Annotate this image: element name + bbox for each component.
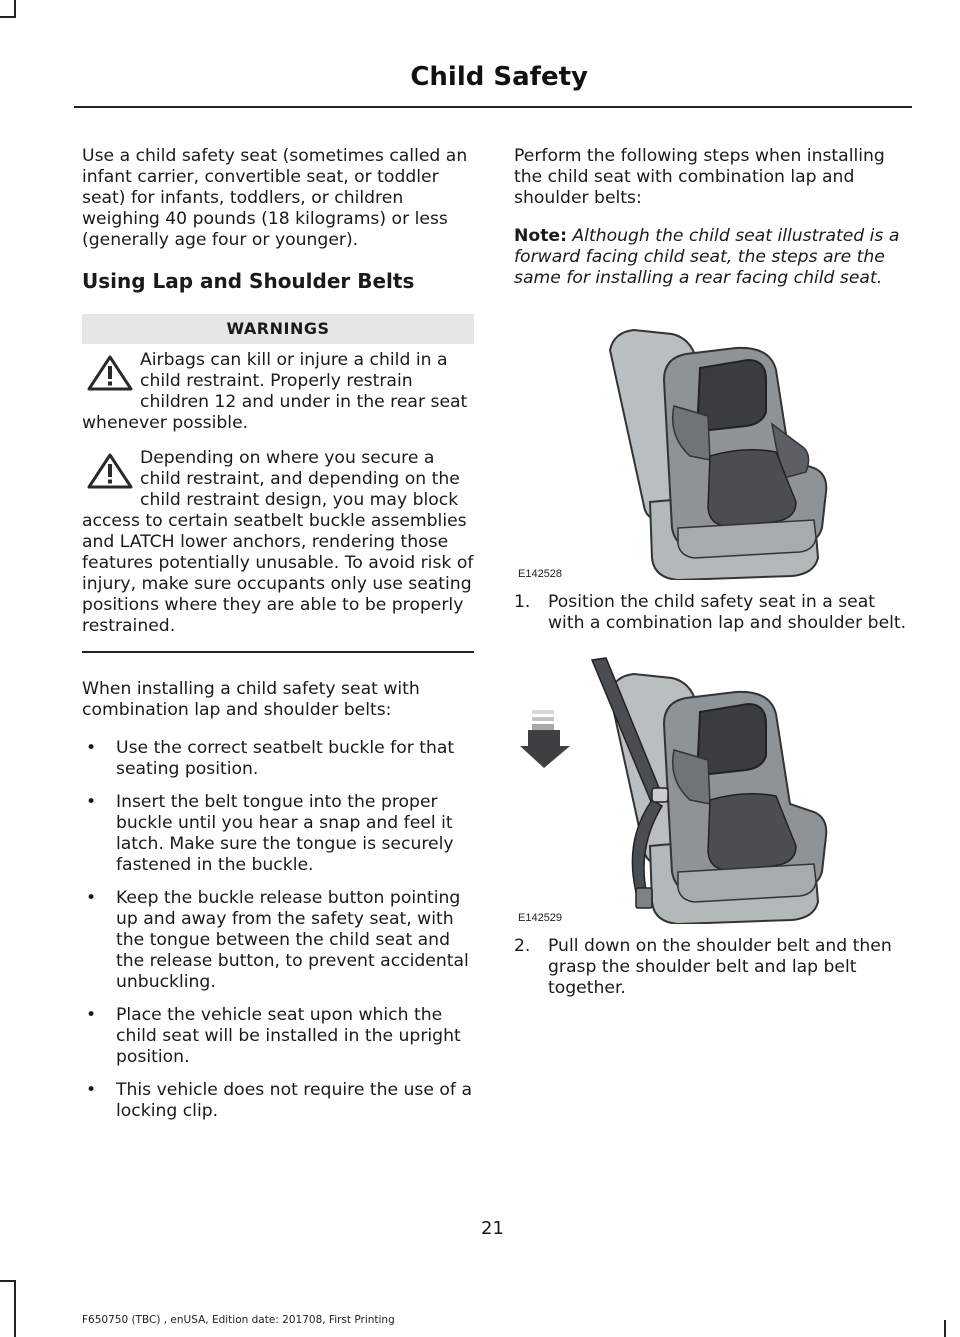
list-item-text: Keep the buckle release button pointing up and away from the safety seat, with the tongue between the child seat and the release button, to prevent accidental unbuckling.: [116, 888, 469, 992]
step-number: 1.: [514, 592, 531, 612]
figure-id: E142528: [518, 568, 563, 580]
section-heading: Using Lap and Shoulder Belts: [82, 269, 415, 293]
list-item: [514, 936, 908, 999]
bullet-mark: •: [86, 1080, 97, 1100]
crop-mark: [0, 16, 16, 18]
list-item-text: Use the correct seatbelt buckle for that seating position.: [116, 738, 455, 779]
bullet-mark: •: [86, 738, 97, 758]
step-list: [514, 936, 908, 999]
intro-paragraph: Use a child safety seat (sometimes called an infant carrier, convertible seat, or toddler seat) for infants, toddlers, or children weighing 40 pounds (18 kilograms) or less (generally age four or younger).: [82, 146, 468, 250]
header-rule: [74, 106, 912, 108]
step-list: [514, 592, 908, 634]
list-item-text: Position the child safety seat in a seat with a combination lap and shoulder belt.: [548, 592, 907, 633]
list-item: [514, 592, 908, 634]
child-seat-belt-illustration: [514, 650, 908, 924]
warning-triangle-icon: [86, 452, 134, 490]
crop-mark: [14, 1280, 16, 1337]
bullet-mark: •: [86, 792, 97, 812]
step-number: 2.: [514, 936, 531, 956]
figure-id: E142529: [518, 912, 563, 924]
bullet-mark: •: [86, 888, 97, 908]
steps-intro: Perform the following steps when installing the child seat with combination lap and shoulder belts:: [514, 146, 885, 208]
list-item: [82, 888, 474, 993]
warnings-box: [82, 314, 474, 653]
pull-down-arrow-icon: [520, 710, 570, 768]
note-label: Note:: [514, 226, 567, 246]
page-number: 21: [481, 1218, 504, 1239]
list-item-text: Insert the belt tongue into the proper buckle until you hear a snap and feel it latch. Make sure the tongue is securely fastened in the buckle.: [116, 792, 454, 875]
list-item: [82, 1005, 474, 1068]
left-column: [82, 146, 474, 1134]
list-item-text: This vehicle does not require the use of a locking clip.: [116, 1080, 472, 1121]
bullet-list: [82, 738, 474, 1122]
warning-triangle-icon: [86, 354, 134, 392]
crop-mark: [944, 1320, 946, 1337]
child-seat-illustration: [514, 306, 908, 580]
list-item: [82, 1080, 474, 1122]
page-title: Child Safety: [410, 62, 588, 92]
list-item: [82, 792, 474, 876]
warning-text: Depending on where you secure a child restraint, and depending on the child restraint design, you may block access to certain seatbelt buckle assemblies and LATCH lower anchors, rendering those features potentially unusable. To avoid risk of injury, make sure occupants only use seating positions where they are able to be properly restrained.: [82, 448, 474, 636]
warnings-heading: WARNINGS: [82, 314, 474, 344]
install-intro: When installing a child safety seat with combination lap and shoulder belts:: [82, 679, 420, 720]
warnings-rule: [82, 651, 474, 653]
child-seat-figure: [514, 306, 908, 580]
warning-item: [82, 350, 474, 434]
crop-mark: [0, 1280, 16, 1282]
warning-text: Airbags can kill or injure a child in a child restraint. Properly restrain children 12 and under in the rear seat whenever possible.: [82, 350, 468, 433]
warning-item: [82, 448, 474, 637]
footer-edition: F650750 (TBC) , enUSA, Edition date: 201708, First Printing: [82, 1314, 395, 1326]
child-seat-belt-figure: [514, 650, 908, 924]
list-item-text: Place the vehicle seat upon which the child seat will be installed in the upright position.: [116, 1005, 461, 1067]
list-item: [82, 738, 474, 780]
bullet-mark: •: [86, 1005, 97, 1025]
note-text: Although the child seat illustrated is a forward facing child seat, the steps are the same for installing a rear facing child seat.: [514, 226, 900, 288]
note: [514, 226, 908, 289]
right-column: [514, 146, 908, 999]
list-item-text: Pull down on the shoulder belt and then grasp the shoulder belt and lap belt together.: [548, 936, 892, 998]
